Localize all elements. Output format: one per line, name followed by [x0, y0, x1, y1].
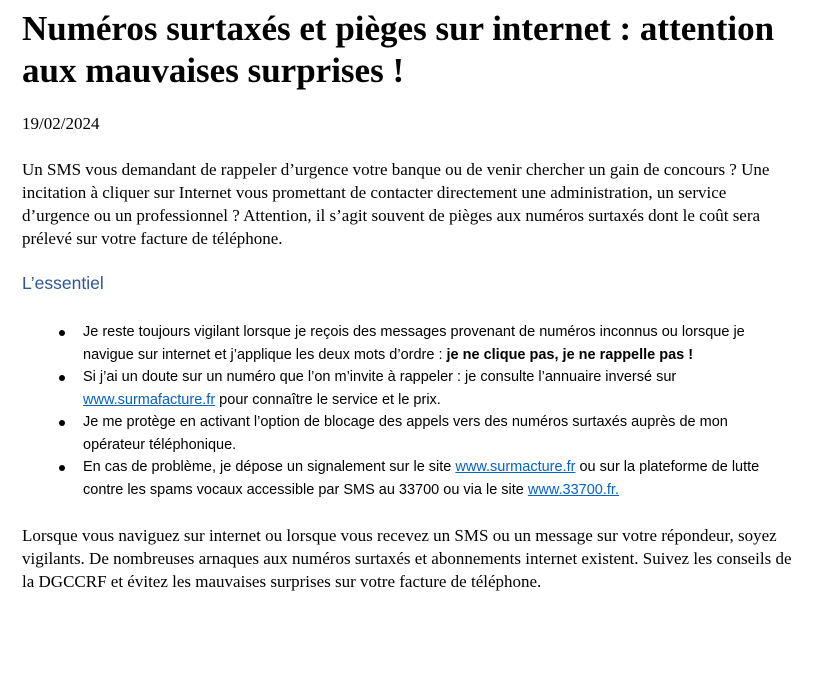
list-item: [22, 366, 763, 411]
bullet-text: Je reste toujours vigilant lorsque je reçois des messages provenant de numéros inconnus ou lorsque je navigue sur internet et j’applique les deux mots d’ordre :: [83, 324, 745, 363]
bullet-text: Si j’ai un doute sur un numéro que l’on m’invite à rappeler : je consulte l’annuaire inversé sur: [83, 369, 677, 385]
article: [22, 0, 812, 593]
bullet-text: Je me protège en activant l’option de blocage des appels vers des numéros surtaxés auprès de mon opérateur téléphonique.: [83, 414, 728, 453]
bullet-text: pour connaître le service et le prix.: [215, 391, 441, 408]
article-title: Numéros surtaxés et pièges sur internet : attention aux mauvaises surprises !: [22, 9, 775, 90]
surmacture-link[interactable]: www.surmacture.fr: [455, 459, 576, 475]
bullet-dot-icon: [59, 420, 65, 426]
bullet-text: ou sur la plateforme de lutte contre les spams vocaux accessible par SMS au 33700 ou via le site: [83, 459, 760, 498]
list-item: [22, 456, 763, 501]
list-item: [22, 321, 763, 366]
surmafacture-link[interactable]: www.surmafacture.fr: [83, 391, 216, 408]
bullet-dot-icon: [59, 330, 65, 336]
list-item: [22, 411, 763, 456]
article-date: 19/02/2024: [22, 114, 100, 133]
conclusion-paragraph: Lorsque vous naviguez sur internet ou lorsque vous recevez un SMS ou un message sur votre répondeur, soyez vigilants. De nombreuses arnaques aux numéros surtaxés et abonnements internet existent. Suivez les conseils de la DGCCRF et évitez les mauvaises surprises sur votre facture de téléphone.: [22, 526, 792, 591]
essentiel-list: [22, 321, 812, 501]
33700-link[interactable]: www.33700.fr.: [527, 481, 619, 498]
bullet-bold-text: je ne clique pas, je ne rappelle pas !: [446, 346, 694, 363]
bullet-dot-icon: [59, 465, 65, 471]
bullet-dot-icon: [59, 375, 65, 381]
intro-paragraph: Un SMS vous demandant de rappeler d’urgence votre banque ou de venir chercher un gain de concours ? Une incitation à cliquer sur Internet vous promettant de contacter directement une administration, un service d’urgence ou un professionnel ? Attention, il s’agit souvent de pièges aux numéros surtaxés dont le coût sera prélevé sur votre facture de téléphone.: [22, 160, 770, 248]
bullet-text: En cas de problème, je dépose un signalement sur le site: [83, 459, 456, 475]
section-heading-essentiel: L’essentiel: [22, 273, 104, 293]
